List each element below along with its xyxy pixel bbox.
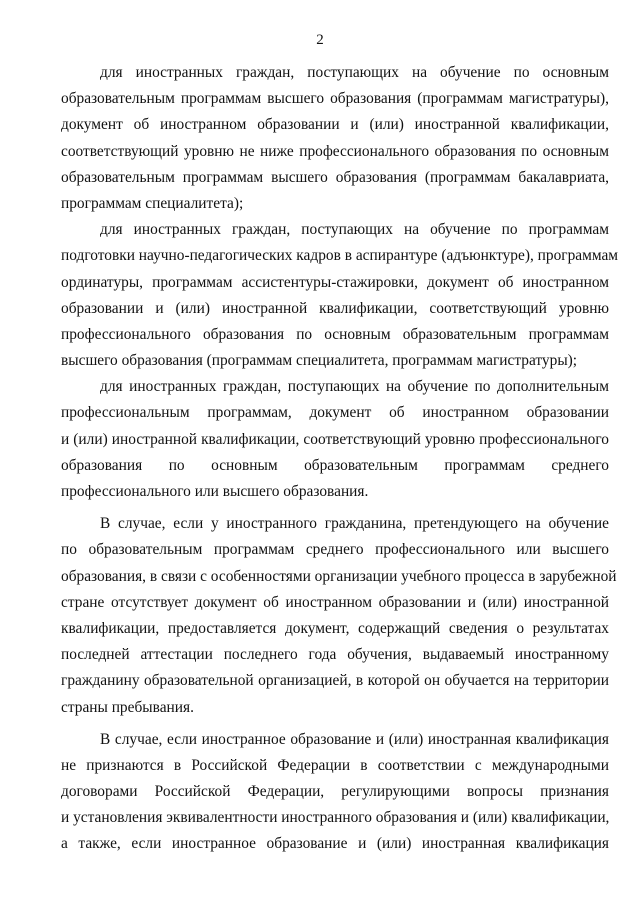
text-line: договорами Российской Федерации, регулирующими вопросы признания [61,783,609,801]
paragraph [61,60,609,217]
text-line: профессионального образования по основным образовательным программам [61,325,609,343]
text-line: и (или) иностранной квалификации, соответствующий уровню профессионального [61,430,609,448]
text-line: образования по основным образовательным программам среднего [61,456,609,474]
text-line: образования, в связи с особенностями организации учебного процесса в зарубежной [61,567,617,585]
text-line: для иностранных граждан, поступающих на обучение по дополнительным [100,378,609,396]
text-line: ординатуры, программам ассистентуры-стажировки, документ об иностранном [61,273,609,291]
text-line: соответствующий уровню не ниже профессионального образования по основным [61,142,609,160]
text-line: образовании и (или) иностранной квалификации, соответствующий уровню [61,299,609,317]
text-line: В случае, если иностранное образование и (или) иностранная квалификация [100,730,609,748]
text-line: гражданину образовательной организацией, в которой он обучается на территории [61,672,609,690]
text-line: образовательным программам высшего образования (программам бакалавриата, [61,168,609,186]
text-line: для иностранных граждан, поступающих на обучение по основным [100,64,609,81]
text-line: и установления эквивалентности иностранного образования и (или) квалификации, [61,809,610,827]
text-line: высшего образования (программам специалитета, программам магистратуры); [61,352,578,370]
page-number: 2 [316,32,324,48]
text-line: профессионального или высшего образования. [61,483,369,500]
text-line: программам специалитета); [61,194,244,212]
text-line: не признаются в Российской Федерации в соответствии с международными [61,756,609,774]
paragraph [61,217,619,374]
text-line: по образовательным программам среднего профессионального или высшего [61,541,609,559]
paragraph [61,511,617,721]
paragraph [61,727,609,858]
text-line: стране отсутствует документ об иностранном образовании и (или) иностранной [61,593,609,611]
document-body [61,60,619,858]
text-line: документ об иностранном образовании и (или) иностранной квалификации, [61,116,609,134]
text-line: страны пребывания. [61,698,194,716]
text-line: профессиональным программам, документ об иностранном образовании [61,404,609,422]
text-line: В случае, если у иностранного гражданина, претендующего на обучение [100,515,609,533]
text-line: образовательным программам высшего образования (программам магистратуры), [61,90,609,108]
text-line: квалификации, предоставляется документ, содержащий сведения о результатах [61,619,609,637]
text-line: а также, если иностранное образование и (или) иностранная квалификация [61,835,609,853]
paragraph [61,374,609,505]
text-line: подготовки научно-педагогических кадров в аспирантуре (адъюнктуре), программам [61,247,619,265]
text-line: для иностранных граждан, поступающих на обучение по программам [100,221,609,239]
text-line: последней аттестации последнего года обучения, выдаваемый иностранному [61,646,609,664]
